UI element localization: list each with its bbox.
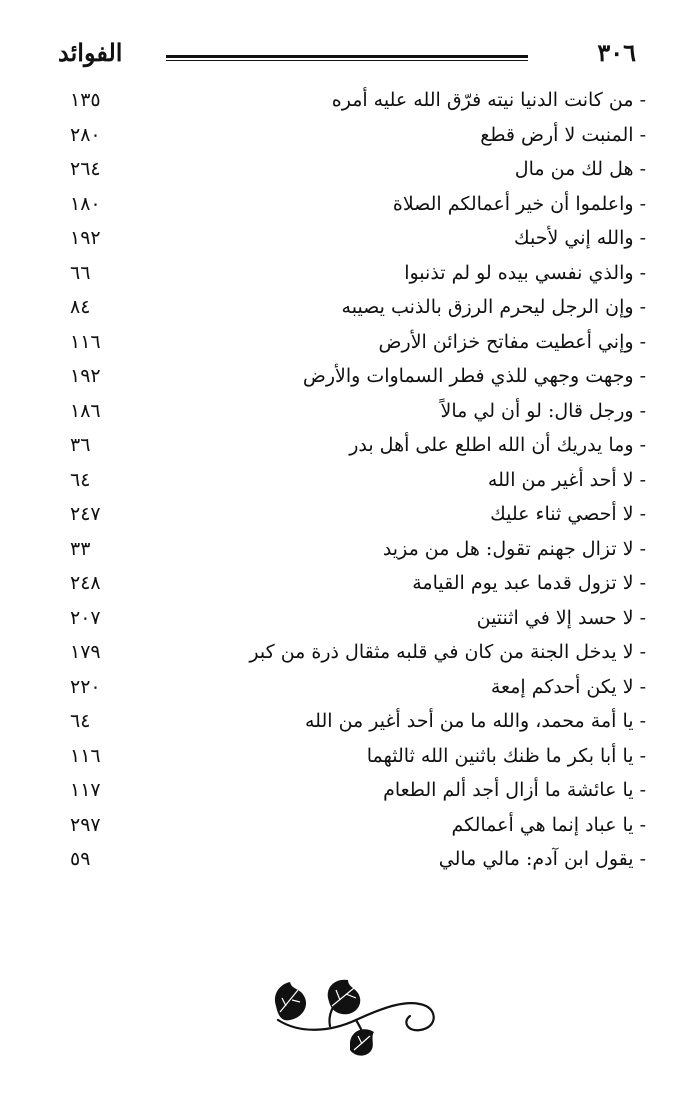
entry-page-number: ١١٧ [70,779,101,801]
header-rule-thin [166,60,528,61]
index-entry [70,154,646,189]
index-entry [70,258,646,293]
vine-leaf-ornament-icon [270,976,440,1058]
entry-text: - والله إني لأحبك [514,227,646,249]
index-entry [70,361,646,396]
entry-page-number: ١٣٥ [70,89,101,111]
entry-page-number: ٣٣ [70,537,91,560]
entry-text: - هل لك من مال [514,158,646,180]
hadith-index-list [70,85,646,879]
entry-text: - يقول ابن آدم: مالي مالي [438,848,646,870]
entry-page-number: ١١٦ [70,744,101,767]
entry-page-number: ١٨٠ [70,192,101,215]
entry-text: - لا أحد أغير من الله [487,468,646,491]
entry-page-number: ٦٤ [70,710,91,732]
entry-page-number: ٢٨٠ [70,123,101,146]
entry-text: - المنبت لا أرض قطع [480,123,646,146]
entry-page-number: ٢٠٧ [70,606,101,629]
entry-text: - ورجل قال: لو أن لي مالاً [440,399,646,422]
header-rule [166,55,528,58]
entry-text: - وجهت وجهي للذي فطر السماوات والأرض [302,365,646,387]
page-header [58,38,636,78]
entry-text: - يا أمة محمد، والله ما من أحد أغير من الله [304,710,646,732]
entry-page-number: ٢٦٤ [70,158,101,180]
entry-page-number: ١٨٦ [70,399,101,422]
entry-page-number: ٢٤٨ [70,572,101,594]
index-entry [70,465,646,500]
entry-text: - لا يدخل الجنة من كان في قلبه مثقال ذرة من كبر [249,641,646,663]
book-title: الفوائد [58,38,123,67]
entry-page-number: ١٩٢ [70,365,101,387]
index-entry [70,499,646,534]
index-entry [70,120,646,155]
entry-text: - وما يدريك أن الله اطلع على أهل بدر [349,434,646,456]
entry-page-number: ٦٦ [70,261,91,284]
index-entry [70,603,646,638]
entry-page-number: ٨٤ [70,296,91,318]
index-entry [70,292,646,327]
index-entry [70,189,646,224]
index-entry [70,327,646,362]
index-entry [70,534,646,569]
index-entry [70,568,646,603]
index-entry [70,810,646,845]
entry-text: - والذي نفسي بيده لو لم تذنبوا [404,261,646,284]
index-entry [70,844,646,879]
entry-page-number: ٢٢٠ [70,675,101,698]
entry-text: - لا يكن أحدكم إمعة [490,675,646,698]
index-entry [70,396,646,431]
entry-text: - وإن الرجل ليحرم الرزق بالذنب يصيبه [341,296,646,318]
entry-text: - يا عباد إنما هي أعمالكم [451,813,646,836]
index-entry [70,706,646,741]
entry-page-number: ٣٦ [70,434,91,456]
entry-text: - من كانت الدنيا نيته فرّق الله عليه أمره [331,89,646,111]
index-entry [70,775,646,810]
entry-text: - يا أبا بكر ما ظنك باثنين الله ثالثهما [366,744,646,767]
entry-page-number: ١١٦ [70,330,101,353]
entry-page-number: ٢٩٧ [70,813,101,836]
index-entry [70,430,646,465]
entry-text: - وإني أعطيت مفاتح خزائن الأرض [378,330,646,353]
entry-page-number: ٦٤ [70,468,91,491]
page-number: ٣٠٦ [597,38,636,67]
entry-page-number: ٢٤٧ [70,503,101,525]
entry-page-number: ٥٩ [70,848,91,870]
index-entry [70,741,646,776]
index-entry [70,85,646,120]
entry-text: - لا تزول قدما عبد يوم القيامة [412,572,646,594]
index-entry [70,223,646,258]
entry-text: - لا أحصي ثناء عليك [490,503,646,525]
entry-page-number: ١٧٩ [70,641,101,663]
entry-text: - لا تزال جهنم تقول: هل من مزيد [382,537,646,560]
entry-text: - لا حسد إلا في اثنتين [476,606,646,629]
index-entry [70,672,646,707]
entry-text: - يا عائشة ما أزال أجد ألم الطعام [383,779,646,801]
entry-page-number: ١٩٢ [70,227,101,249]
index-entry [70,637,646,672]
entry-text: - واعلموا أن خير أعمالكم الصلاة [392,192,646,215]
